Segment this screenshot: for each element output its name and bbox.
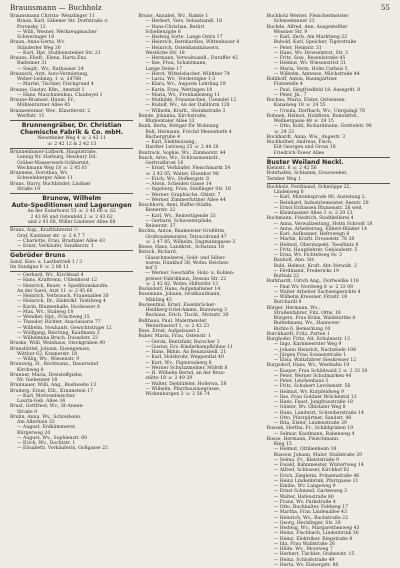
directory-entry: Brunnens, Dorothea, Wv. <box>10 171 69 176</box>
directory-entry: Buhlkoff, Anton, Baumgärtner, <box>266 77 338 82</box>
directory-entry-continuation: — Karl, Aufbanner, Hefrswegn 8 <box>273 232 350 238</box>
directory-entry: Bussek, Hertha, Fr., Schildgraben 19 <box>266 426 354 432</box>
directory-entry-continuation: ☏ 2 42 05, Walter, Elsenbor 98 <box>145 171 219 177</box>
directory-entry-continuation: — Heinrich, Dr., Elektrikf. Textilweg 4 <box>17 299 106 305</box>
directory-entry-continuation: — Peter, Jk., 7 <box>273 92 307 98</box>
directory-entry: Braunsmann Christa- Wenzlinger 11 <box>10 14 95 19</box>
directory-entry: Braunesteiner, Wer., Künstlerstr. 2 <box>10 108 91 114</box>
directory-entry-continuation: — Heinz, Fischbach, Lindenbrink 36 <box>273 531 359 537</box>
column-1 <box>10 14 133 562</box>
directory-entry-continuation: Nr. Giebenner 18 <box>17 378 58 384</box>
advertisement-title: Gebrüder Bruns <box>10 252 66 260</box>
directory-entry-continuation: — Klara, Wv., Auguste Lehrling 29 <box>145 82 226 88</box>
directory-entry-continuation: — Hans-Christian, Betürt <box>145 24 205 30</box>
column-2 <box>138 14 261 562</box>
directory-entry: Buchau, Maria, Elster, Ostwiesen- <box>266 98 346 103</box>
directory-entry-continuation: — Peter, Werner Schulmarken 44 <box>273 373 352 379</box>
directory-entry-continuation: ☏ 2 47 85, Wilhelm, Dagmatingasse 3 <box>145 239 236 245</box>
advertisement-line: Kleinstr. 8 ☏ 2 42 56 <box>266 165 317 171</box>
directory-entry-continuation: Schweinberger Allee 11 <box>17 176 73 182</box>
directory-entry: Buber, Maria, Frau, Ostenstr. 1 <box>138 334 212 340</box>
directory-entry-continuation: ☏ 2 42 82, Wohn: Hilltorfer 13 <box>145 281 219 287</box>
directory-entry-continuation: — Lucia, Wv., Vorderzigne 1-3 <box>145 77 216 82</box>
directory-entry-continuation: — Herbert, Tischler, Grabenstr. 15 <box>273 552 355 558</box>
directory-entry: Brune, Annabel, Wv., Ramte 1 <box>138 14 209 19</box>
directory-entry: Brunswig, H., Rechtsann., Dauerwind <box>10 362 99 368</box>
directory-entry-continuation: Gertrudbrost 16 <box>145 161 184 166</box>
directory-entry-continuation: — August, Wv., Sophienstr. 60 <box>17 435 88 441</box>
directory-entry-continuation: Heidberg-Griel-Amme, Buntsweg 3 <box>145 308 228 313</box>
directory-entry-continuation: Kirchweg 8 <box>17 367 44 373</box>
directory-entry-continuation: — Otto, Pfarrgärtner, Sandstr. 48 <box>273 415 352 421</box>
directory-entry-continuation: Weckmann Weg 18 ☏ 2 45 01 <box>17 165 88 171</box>
directory-entry: Buckenthal, Ernst, Eisenbrücker- <box>138 302 217 308</box>
advertisement-line: und 2 43 68, Willer Lindener Allee 68 <box>27 220 116 225</box>
directory-entry-continuation: Burkelmann, Wv., Hannover- <box>273 321 341 327</box>
directory-entry: Buntrock, Sophie, Wv., Zimmerstr. 44 <box>138 150 226 156</box>
directory-entry-continuation: — Alfred, Schlosser, Kirchhof 62 <box>273 468 350 474</box>
directory-entry-continuation: Wessner Str. 9 <box>273 29 308 35</box>
directory-entry-continuation: — Mathilde, Frauenschen, Uzemdel 12 <box>145 98 237 103</box>
advertisement-block <box>10 193 133 227</box>
directory-entry-continuation: — Johann Heinrich, Nachstiefe 108 <box>273 347 356 353</box>
directory-entry: Brunner, Maria, Dreisteffgiebe, <box>10 372 84 378</box>
directory-entry-continuation: — Werner, Geschäfte, Holz- u. Kohlen- <box>145 271 235 277</box>
directory-entry-continuation: — Georg, Heckfinger, Str. 28 <box>273 520 341 526</box>
directory-entry: Brunnauer, Willi, Ang., Bushweite 13 <box>10 383 97 389</box>
directory-entry-continuation: Bussow, Johann, Maler, Stallstraße 29 <box>273 452 363 458</box>
directory-entry-continuation: — Kleinfassner Allee 3 ☏ 2 29 23 <box>273 211 353 217</box>
directory-entry: Bruske, Willi, Weinhaus, Steckgraben 90 <box>10 341 106 347</box>
directory-entry-continuation: Lange Deine 17 <box>145 66 183 72</box>
directory-entry-continuation: Blumentaler Allee 33 <box>145 119 195 124</box>
advertisement-line: Chemische Fabrik & Co. mbH. <box>20 129 124 137</box>
directory-entry-continuation: — Erich, Zieglerm. Prinzenstraße 46 <box>273 473 360 479</box>
directory-entry: Burghofer, Fritz, Alt, Schulenstr. 13 <box>266 337 350 343</box>
directory-entry-continuation: — Theodor, Richter, Anaclasiarie 77 <box>17 320 101 326</box>
directory-entry-continuation: — Ferdinand, Fredericks 19 <box>273 268 339 274</box>
directory-entry-continuation: Hardter Letzweg 25 ☏ 2 44 20 <box>145 145 219 151</box>
directory-entry-continuation: Eilt Georgen und Gross 18 <box>273 145 336 151</box>
directory-entry-continuation: — Heinrich, Wv., Bachstraße 22 <box>273 515 349 521</box>
directory-entry-continuation: Richte 6, Bemerkung 10 <box>273 326 331 332</box>
directory-entry-continuation: Westliche Str. 18 <box>145 50 185 56</box>
directory-entry-continuation: — Selma, Fr., Kleiststraße 9 <box>273 457 339 463</box>
directory-entry-continuation: Werftstr. 11 <box>17 113 45 119</box>
directory-entry-continuation: — Karl, Motivenbeischer, <box>17 393 76 399</box>
directory-entry-continuation: — Wilhelm, Neuhaufs, Gewichtstrape 12 <box>17 325 112 331</box>
directory-entry-continuation: — Gerhard, Wv., Kirchbast 4 <box>17 273 84 279</box>
directory-entry: Buchhofner, Andreas, Fisch, <box>266 140 333 145</box>
directory-entry-continuation: — August, Erdkämmerer, <box>17 425 76 431</box>
directory-entry: Buchde, Alfred, Ann. Ausgestellter <box>266 24 348 30</box>
advertisement-title: Buster Weiland Neckl. <box>266 158 344 166</box>
directory-entry: Bürger, Hermann, Wv., <box>266 305 321 311</box>
directory-entry-continuation: — Anna, Arbeiterzug, Eilbert-Blinker 14 <box>273 226 368 232</box>
advertisement-line: Im Sundgau 6 ☏ 2 88 11 <box>10 264 69 270</box>
directory-entry-continuation: Braun, Karl, Säbener Str. Dorfstraße ⊙ <box>17 19 108 25</box>
directory-entry-continuation: — Wolfgang, Reiching, Kaufmann 3 <box>17 330 100 336</box>
directory-entry-continuation: — Otto, Buchhalter, Feldweg 17 <box>273 505 349 511</box>
directory-entry-continuation: Großraummeister, Tetracidrand 47 <box>145 234 227 240</box>
directory-entry-continuation: — Siegfr., Wv., Rathauser 24 <box>17 66 84 72</box>
page-number: 55 <box>380 3 390 12</box>
directory-entry-continuation: — Rita, Elster, Lindenstraße 39 <box>273 421 347 427</box>
directory-entry: Braune-Bramsel, Hanni, Fr., <box>10 98 76 103</box>
directory-entry-continuation: Buchaux, Erich, Tischl., Motzstr. 30 <box>145 313 229 319</box>
directory-entry: Busse, Hermann, Fleischmann, <box>266 436 340 442</box>
directory-entry-continuation: — Hilde, Wv., Moorweg 7 <box>273 547 333 553</box>
directory-entry-continuation: Kanalweg 18 ☏ 24 55 <box>273 103 326 109</box>
directory-entry-continuation: Mühlenturner Allee 45 <box>17 103 71 109</box>
directory-entry: Bucksdorf, Hans, Aufgehaltener 14 <box>138 287 221 292</box>
advertisement-block <box>267 157 390 184</box>
directory-entry-continuation: — Maria, Wv., Fronhallezeng 11 <box>145 92 221 98</box>
advertisement-block <box>10 250 133 272</box>
directory-entry: Busch, Arno, Wv., Schlossmennstr., <box>138 155 221 161</box>
directory-entry-continuation: — Werner, Graphische, Ohlstr. 7 <box>145 192 221 198</box>
directory-entry-continuation: — Helmut, Wv. Kurpfeldweg 9 <box>273 389 344 395</box>
directory-entry-continuation: preiser-Fabrikhaus, Dessau Str. 22 <box>145 276 227 282</box>
directory-entry-continuation: — Karl, Holzhrohr, Weppenflat 40 <box>145 355 224 361</box>
directory-entry-continuation: Ring 15 <box>273 442 292 448</box>
directory-entry-continuation: — Walter, Dieblüfeler, Hoferwa. 58 <box>145 381 227 387</box>
advertisement-title: Brunow, Wilhelm <box>42 195 102 202</box>
directory-entry-continuation: — Herta, Wv. Elsbergstr. 80 <box>273 562 339 568</box>
directory-entry-continuation: Burchardi 9 <box>273 300 302 306</box>
directory-entry-continuation: Wittbor 62, Kramerstr. 18 <box>17 351 78 357</box>
advertisement-block <box>10 120 133 149</box>
directory-entry-continuation: Bachergrube 4 <box>145 134 181 140</box>
directory-entry-continuation: stätte 18 ☏ 2 49 29 <box>145 376 193 382</box>
directory-entry-continuation: ☏ 24 33 <box>273 129 295 135</box>
directory-entry-continuation: — H. Wilhelm Bernd, an der Brau- <box>145 371 226 376</box>
directory-entry-continuation: — Horst, Wittelsbacher, Wildtner 74 <box>145 71 230 77</box>
directory-entry-continuation: — Erich, Wv., Dochtstr. 1 <box>17 441 76 447</box>
directory-entry-continuation: — Gerda, Bentzfahr, Burscher 3 <box>145 339 220 345</box>
directory-entry: Bulthaus, Paul, Malermeister, <box>138 318 208 324</box>
directory-entry-continuation: — Emilie, Wv. Langeweg 9 <box>273 484 336 490</box>
directory-entry: Buhnek, Helmut, Holzfrein. Rudolsfrst., <box>266 113 360 119</box>
directory-entry: Busse, Hans, Landkrst., Schatzau 18 <box>138 245 224 250</box>
directory-entry-continuation: — Hans, Maschinenbau, Clauheyel 1 <box>17 92 103 98</box>
directory-entry-continuation: hof 5 <box>145 266 158 271</box>
directory-entry-continuation: — Reinhard, Industriemeister, Seestr. 28 <box>273 200 369 206</box>
directory-entry-continuation: Weiterbastorf 1, ☏ 2 42 23 <box>145 323 210 329</box>
directory-entry-continuation: — Ernst Erzlassen Blumenstr. 26 weit <box>273 205 362 211</box>
directory-entry-continuation: — Elisabeth, Vorkäuferin, Gollgasse 23 <box>17 446 108 452</box>
directory-entry: Buckhardt, Anna, Ww., Angestr. 3 <box>266 134 346 140</box>
directory-entry-continuation: — Peter, Leichenhaus 3 <box>273 379 329 385</box>
directory-entry-continuation: — Hans, Kraftrenn, Uhlenhorst 12 <box>17 278 98 284</box>
directory-entry-continuation: — Hans, Bkhm. An Benatzsiedl. 21 <box>145 350 227 355</box>
directory-entry-continuation: Friedrich-Tower Allee <box>273 150 325 156</box>
directory-entry-continuation: — Heinz, Schloßstraße 49 <box>273 557 335 563</box>
directory-entry-continuation: Am Allerhain 33 <box>17 420 55 426</box>
directory-entry-continuation: — Heinrich, Ostenhanshäusern, <box>145 45 220 51</box>
directory-entry-continuation: — Rudolf, Wv., An der Dahlform 128 <box>145 103 230 109</box>
directory-entry-continuation: — Charlotte, Frau, Brudtaler Allee 43 <box>17 238 105 244</box>
directory-entry-continuation: Weber-Leibnzg. 1 ☏ 24788 <box>17 77 82 82</box>
directory-entry-continuation: Wellnergasse 48 ☏ 24 15 <box>273 119 334 124</box>
advertisement-line: Neuerkeler Weg 4 ☏ 2 42 11 <box>37 136 106 142</box>
directory-entry-continuation: — Ingo, Karnmeerster Weg 9 <box>273 342 342 348</box>
directory-entry-continuation: — Wilhelm, Kraftl., Steinkstraße 3 <box>145 108 226 114</box>
directory-entry-continuation: — Fritz, Hauptlehrer, Gebäudestr. 5 <box>273 247 358 253</box>
running-head: Braunsmann — Buchholz <box>10 3 102 12</box>
advertisement-line: ☏ 2 42 12 & 2 42 13 <box>47 141 97 147</box>
directory-entry-continuation: Flutsetelle 4 <box>273 82 303 88</box>
advertisement-line: An der Eulerhorst 55 ☏ 2 45 66 u. 62 <box>27 209 116 215</box>
directory-entry-continuation: — Maria, Verm. Holm Carbsis 5 <box>273 66 348 72</box>
directory-entry-continuation: Straßenfahrer, Fitz, Ottw. 18 <box>273 310 341 316</box>
directory-entry-continuation: — Wilhelm, Amtesse, Milchstraße 44 <box>273 71 360 77</box>
directory-entry-continuation: Bull, Hermann, Fröchd Meiendorfe 4 <box>145 129 232 135</box>
directory-entry-continuation: — Peter, Heimstr. 31 <box>273 45 322 51</box>
directory-entry-continuation: Straße 19 <box>17 186 41 192</box>
directory-entry-continuation: — Helmut, Wv. Wiesenstrist 31 <box>273 61 346 67</box>
directory-entry-continuation: — Kurt, Hpt. Stubbensteiner Str. 21 <box>17 50 101 56</box>
directory-columns <box>10 14 390 568</box>
directory-entry: Braun, Anna-Gerta, Wv. <box>10 40 65 46</box>
directory-entry-continuation: — Walter, Hafenstraße 80 <box>273 494 334 500</box>
directory-entry-continuation: — Jürgen Frau Sonnenstraße 1 <box>273 352 347 358</box>
directory-entry-continuation: Bürgerweg 20 <box>17 430 51 436</box>
directory-entry-continuation: Ständerler Weg 30 <box>17 45 61 51</box>
directory-entry-continuation: — Werner Schutzzmelner, Mölrdt 8 <box>145 365 228 371</box>
directory-entry-continuation: — Erich, Wv., Hofbergstr. 8 <box>145 176 210 182</box>
directory-entry-continuation: — Gerhard, Schwesterpfade, <box>145 218 213 224</box>
directory-entry-continuation: — Paul, Siegfriedfeld 18, Ausegrdt. 8 <box>273 87 361 93</box>
directory-entry: Buchta, Anton, Baumeister-Großfirm, <box>138 229 226 235</box>
directory-entry: Braune, Gustav, Kfm., Amstalt 1 <box>10 87 85 93</box>
directory-entry: Buss, Ernst, Aufgelausst 2 <box>138 329 200 334</box>
directory-entry-continuation: — Heinrich, Verbrauch, Frauenallee 30 <box>17 294 109 300</box>
directory-entry: Bruhn, Anna, Wv., Schreibeim. <box>10 414 82 420</box>
directory-entry: Brunsbüttel, Johann, Eisengenuss, <box>10 346 91 352</box>
directory-entry-continuation: — Max, Wv., Stalweg 18 <box>17 309 74 315</box>
directory-entry-continuation: — Ernst, Verkäufer, Fleischmarkt 54 <box>145 166 231 172</box>
advertisement-line: Ternber Weg 1 <box>266 176 301 182</box>
directory-entry: Buchmann, Friedrich, Stadtkellerei 4 <box>266 216 354 222</box>
directory-entry-continuation: — Helmut, Ottilienheim 18 <box>273 447 337 453</box>
directory-entry-continuation: — Selmar, Kaufmann, Rabenweg 4 <box>273 431 355 437</box>
directory-entry-continuation: — Karl, Elektnoisang., <box>145 140 198 145</box>
directory-entry-continuation: An der Sarei, Arzt 11 ☏ 2 45 66 <box>17 288 93 294</box>
directory-entry-continuation: Bürgers, Frau Krins, Waldstatthe 8 <box>273 316 356 322</box>
directory-entry-continuation: — Martin, Kraftl. Drosselstr. 76 38 <box>273 237 355 243</box>
directory-entry: Buchholz Werner, Fleischermeister <box>266 14 349 19</box>
directory-entry-continuation: — Erna, Wv. Fichtelweg Sv. 3 <box>273 253 342 259</box>
directory-entry-continuation: — Karl, Wv., Reinertigende 33 <box>145 213 216 219</box>
directory-entry-continuation: Reinerstr. 37 <box>145 224 176 229</box>
directory-entry-continuation: — Hans, Faust, Jungfraustraße 18 <box>273 400 353 406</box>
advertisement-line: Rohrhafen, Schlamm, Grossweber, <box>266 171 348 177</box>
directory-entry-continuation: — Heinrich, Bauer, + Speditionskaufm. <box>17 283 109 289</box>
directory-entry-continuation: Schneeminner 23 <box>273 19 315 25</box>
directory-entry: Butsch, Richard, <box>138 250 178 256</box>
directory-entry-continuation: — Paul Wv. Nordweg 8 ☏ 2 33 08 <box>273 284 354 290</box>
advertisement-line: Auto-Speditionen und Lagerungen <box>11 202 132 210</box>
directory-entry-continuation: — Gustav, Erz.-Kinderkampfbühne 11 <box>145 344 233 350</box>
directory-entry: Bruderg. Ernst, Elb., Kraunstein 17 <box>10 388 93 394</box>
directory-entry-continuation: Glasschmelzerei, Gold- und Silber- <box>145 255 227 261</box>
directory-entry-continuation: Mähling 45 <box>145 297 172 303</box>
directory-entry-continuation: — Otto, Kohl, Richardmann, Grettelstr. 98 <box>273 124 372 130</box>
directory-entry-continuation: Burbalz 22 <box>273 274 300 280</box>
directory-entry-continuation: — Karin, Blumenhalle, Hockessor 8 <box>17 304 100 310</box>
directory-entry-continuation: — Günter, Wv. Ohlstaler Weg 8 <box>273 405 346 411</box>
directory-entry-continuation: — Ernst, Verkäufer, Sendlerstr. 1 <box>17 244 94 250</box>
directory-entry-continuation: — Fritz, Sow., Besenlstraße 45 <box>273 56 346 61</box>
directory-entry-continuation: — Ida, Frau Wallstraße 26 <box>273 541 335 547</box>
directory-entry-continuation: — Willig, Wv., Wiesenstr. 9 <box>17 357 80 363</box>
directory-entry: Bruns, Harry, Buchbinder, Lindner <box>10 181 91 187</box>
directory-entry: Bussmann, Johann, Großkaufmann, <box>138 292 221 298</box>
directory-entry-continuation: — Karl, Mutenbsprode 80, Austelung 2, <box>273 195 367 201</box>
directory-entry-continuation: — Wilhelmina Bruch. Dusselstr. 23 <box>17 336 98 342</box>
directory-entry-continuation: Radeimer 31 <box>17 61 48 67</box>
directory-entry-continuation: Schweringer 18 <box>17 35 55 40</box>
directory-entry-continuation: — Kurt, Wv., Pigmirsoberg 8 <box>145 360 212 366</box>
directory-entry-continuation: — Heinz Lindenbrink, Pfarrgasse 11 <box>273 478 359 484</box>
directory-entry-continuation: Laurin-Geb. Allee 34 <box>17 399 66 405</box>
directory-entry-continuation: — Willi, Wesner, Werkzeugmacher <box>17 29 97 35</box>
directory-entry: Bunk, Berta, Böttger für Wohnung <box>138 124 219 130</box>
directory-entry-continuation: — Hans, Landwirt, Schreiberstraße 14 <box>273 410 364 416</box>
directory-entry-continuation: — Martha, Frau Lindenallee 43 <box>273 510 347 516</box>
directory-entry-continuation: — Helmut, Oberinspekt. Teesfüntz 8 <box>273 242 359 248</box>
directory-entry-continuation: Straße 9 <box>17 409 38 415</box>
directory-entry: Brust, Gottfried, Wv., St-Annen- <box>10 404 84 410</box>
directory-entry-continuation: Wickenburgen 3 ☏ 2 56 74 <box>145 392 210 397</box>
directory-entry-continuation: — Hans, Wv. Drosselstrst. Str. 3 <box>273 50 348 56</box>
directory-entry-continuation: Buhold, Karl, Speicher, Tigerstraße <box>273 40 357 46</box>
directory-entry-continuation: Bauholt, Ann. Str. <box>273 258 315 264</box>
directory-entry: Bruns, Aug., Kraftfahrerist ☉ <box>10 228 79 234</box>
directory-entry: Brauns, Ehefr., Elena, Hartz.Enz. <box>10 56 88 61</box>
directory-entry-continuation: — Hermann, Verwaltsandl., Duraffer 42 <box>145 56 238 61</box>
directory-entry-continuation: — Ilse, Frau, Schatzmann, <box>145 61 207 67</box>
directory-entry-continuation: — Ingeborg, Frau, Sindlinger Str. 18 <box>145 187 231 193</box>
directory-entry-continuation: — Alwin, Scheiden Gasse 14 <box>145 182 212 187</box>
directory-entry-continuation: — Elisa. Waltzfahrer Sieskreiser 12 <box>273 358 357 364</box>
directory-entry-continuation: — Wilhelm Kressner, Fitzstr. 18 <box>273 295 348 301</box>
directory-entry-continuation: — Herbert, Vers. Sebastiandl. 18 <box>145 19 223 25</box>
directory-entry-continuation: — Heinrich, Bernhardiss, Wittenbauer 8 <box>145 40 240 46</box>
directory-entry-continuation: — Anna, Verwallzeitung, Hotm Schrodt 18 <box>273 221 373 227</box>
directory-entry-continuation: — Wilhelm, Pfarrhausiuegrasse, <box>145 386 221 392</box>
directory-entry: Burkhardt, Ulrich Ang., Dorfweilke 118 <box>266 279 359 285</box>
directory-entry-continuation: Bienerstr. 22 <box>145 208 176 214</box>
directory-entry-continuation: — Ilse, Frau Goldner Brückental 13 <box>273 394 357 400</box>
directory-entry-continuation: — Ewald, Bahnmeister, Wintertweg 14 <box>273 463 364 469</box>
directory-entry-continuation: — Karl, Zech, Am Marktweg 22 <box>273 35 348 40</box>
directory-entry: Buschhorn, Anni, Buffer-Städte, <box>138 203 213 208</box>
directory-entry-continuation: — Hedwig, Wv., Margarethenweg 43 <box>273 526 360 532</box>
advertisement-title: Brunnengräber, Dr. Christian <box>21 122 122 129</box>
directory-entry-continuation: — Karin, Frau, Wettingen 18 <box>145 87 213 93</box>
directory-entry-continuation: — Hedwig Sorte, Lange Ostra 17 <box>145 35 223 40</box>
directory-entry-continuation: Gräber-Wasserwerk-Gräbermit, <box>17 160 91 166</box>
directory-entry-continuation: — Kasper, Frau Schildwald 2 ☏ 2 33 38 <box>273 368 368 374</box>
directory-entry-continuation: — Franz, Wv. Parkstraße 4 <box>273 499 336 505</box>
directory-entry: Buchholz, Ferdinand, Schmöppe 22, <box>266 184 351 190</box>
directory-entry-continuation: — Heinz, Elektriker, Ringstraße 8 <box>273 536 353 542</box>
directory-entry-continuation: — Martel, Tischler, Fischgrund 4 <box>17 82 94 88</box>
directory-entry-continuation: — Fritz, Schubert Lerchenstr. 56 <box>273 384 351 390</box>
directory-entry-continuation: Lindenweg 8 <box>273 190 304 196</box>
column-3 <box>266 14 390 568</box>
directory-entry-continuation: waren, Dunkhof 38, Wohn: Reichen- <box>145 260 230 266</box>
directory-entry: Burckhardt, Fritz, Parten 1 <box>266 331 330 337</box>
page-header <box>10 3 390 13</box>
directory-entry-continuation: — Ernst Schmied, Gartenweg 3 <box>273 489 348 495</box>
directory-entry: Bunde, Johanna, Kirchstraße, <box>138 113 208 119</box>
directory-entry-continuation: — Wendler, Hpt., Frischweg 15 <box>17 315 90 321</box>
directory-entry-continuation: Buhl, Helmut, Kraft. Abt.-Verwalt. 2 <box>273 263 357 269</box>
directory-entry-continuation: — Ursula, Dorfbach, Wv., Unrquingl 78 <box>273 108 365 114</box>
directory-entry-continuation: Poronsky 12 <box>17 24 46 30</box>
advertisement-line: Sand, Kies- u. Lastbetrieb 1 / 3 <box>10 259 83 265</box>
directory-entry: Brunnenbauer-Lidbork, Hauptstraße, <box>10 150 98 155</box>
advertisement-line: 2 43 66 und Ostenfeld 2 ☏ 2 43 62 <box>30 214 113 220</box>
directory-entry-continuation: Graf, Kantsner str. ☏ 2 4.7 7 <box>17 233 85 239</box>
directory-entry-continuation: — Walter Arbeiter Sachsengerichte 4 <box>273 289 361 295</box>
directory-entry: Burgsdorf, Hans, Wv., Westbahn 19 <box>266 363 350 369</box>
directory-entry-continuation: — Werner, Zimmerfuttner Allee 44 <box>145 197 226 203</box>
directory-entry-continuation: Schellenzgde 8 <box>145 29 181 35</box>
directory-entry-continuation: Lennig Nr. Harburg, Heisbury Dd. <box>17 155 97 161</box>
directory-entry: Braunsch, Arzt, Auto-Vermietung, <box>10 71 89 77</box>
